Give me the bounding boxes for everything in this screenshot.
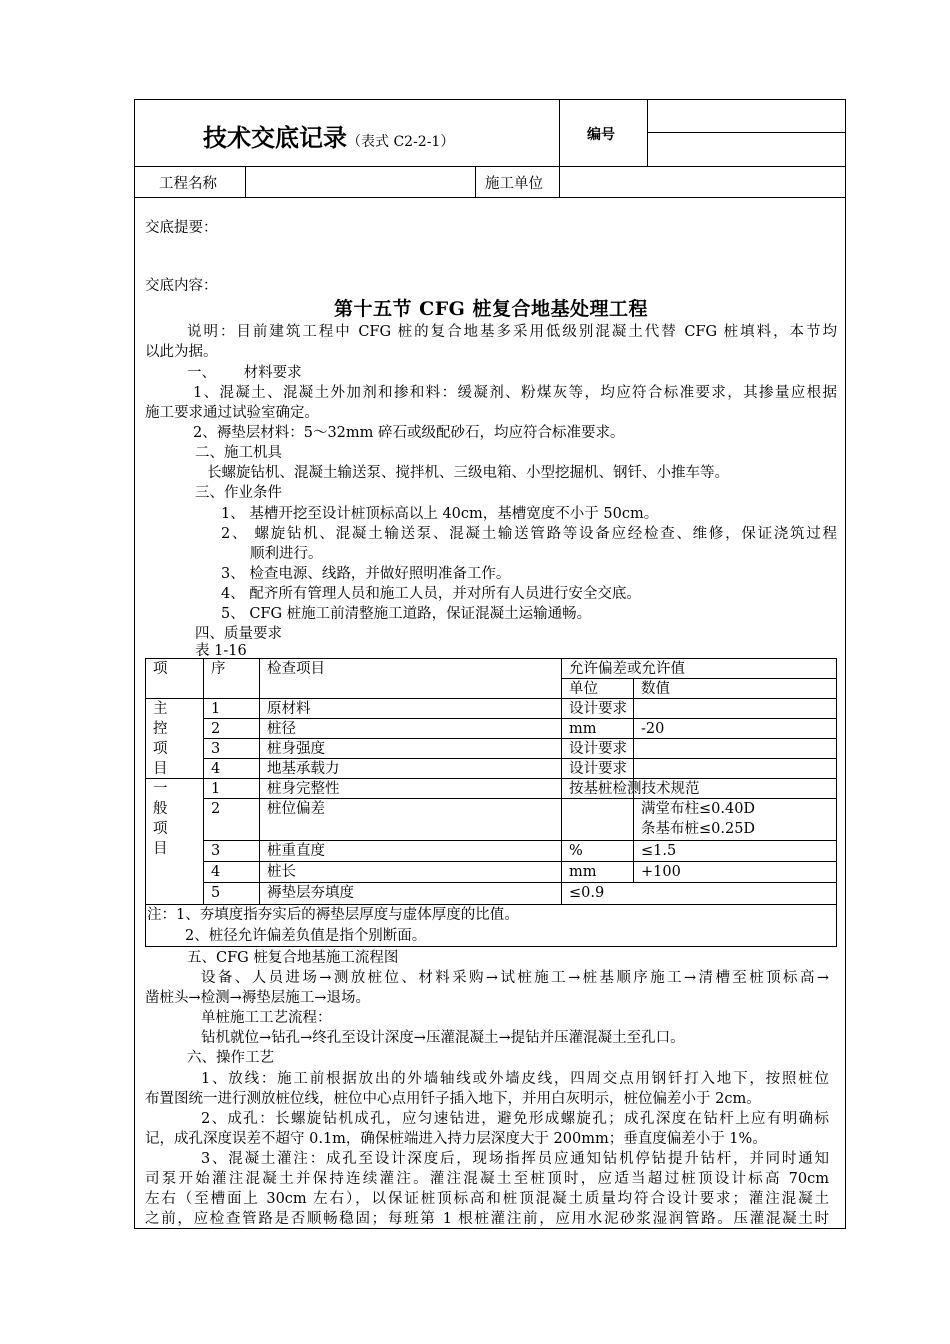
general-row-value-2: 条基布桩≤0.25D (641, 821, 756, 837)
single-pile-flow: 钻机就位→钻孔→终孔至设计深度→压灌混凝土→提钻并压灌混凝土至孔口。 (201, 1030, 685, 1046)
conditions-item-1: 1、 基槽开挖至设计桩顶标高以上 40cm，基槽宽度不小于 50cm。 (221, 506, 659, 522)
construction-unit-field[interactable] (560, 167, 846, 197)
table-line (203, 658, 204, 904)
technical-disclosure-form (134, 99, 846, 1229)
general-row-value: 满堂布柱≤0.40D (641, 801, 756, 817)
col-item-header: 项 (153, 661, 168, 677)
project-value-divider (475, 166, 476, 197)
conditions-item-5: 5、 CFG 桩施工前清整施工道路，保证混凝土运输通畅。 (221, 606, 592, 622)
process-p3-line-3: 左右（至槽面上 30cm 左右），以保证桩顶标高和桩顶混凝土质量均符合设计要求；灌注混凝土 (145, 1191, 829, 1207)
col-unit-header: 单位 (569, 681, 598, 697)
flow-heading: 五、CFG 桩复合地基施工流程图 (187, 950, 399, 966)
process-p2-line-2: 记，成孔深度误差不超守 0.1m，确保桩端进入持力层深度大于 200mm；垂直度偏差小于 1%。 (145, 1131, 767, 1147)
general-row-seq: 4 (211, 864, 221, 880)
group-main-char: 目 (153, 761, 168, 777)
project-name-field[interactable] (246, 167, 475, 197)
notes-border-left (145, 904, 146, 946)
form-code: （表式 C2-2-1） (347, 134, 455, 150)
quality-heading: 四、质量要求 (195, 626, 282, 642)
materials-item-1-line-2: 施工要求通过试验室确定。 (145, 405, 319, 421)
group-general-char: 目 (153, 841, 168, 857)
content-label: 交底内容： (145, 278, 218, 294)
main-row-value: -20 (641, 721, 665, 737)
general-row-item: 桩长 (267, 864, 296, 880)
materials-item-2: 2、褥垫层材料：5～32mm 碎石或级配砂石，均应符合标准要求。 (193, 425, 625, 441)
table-line (145, 698, 837, 699)
col-allow-header: 允许偏差或允许值 (569, 661, 685, 677)
form-title-text: 技术交底记录 (203, 124, 347, 152)
general-row-value: ≤1.5 (641, 843, 677, 859)
group-general-char: 一 (153, 781, 168, 797)
general-row-value: +100 (641, 864, 681, 880)
materials-item-1-line-1: 1、混凝土、混凝土外加剂和掺和料：缓凝剂、粉煤灰等，均应符合标准要求，其掺量应根据 (193, 385, 837, 401)
number-field-2[interactable] (647, 133, 846, 166)
process-p3-line-2: 司泵开始灌注混凝土并保持连续灌注。灌注混凝土至桩顶时，应适当超过桩顶设计标高 70cm (145, 1171, 829, 1187)
note-2: 2、桩径允许偏差负值是指个别断面。 (185, 928, 427, 944)
conditions-heading: 三、作业条件 (195, 485, 282, 501)
title-number-divider (559, 100, 560, 166)
table-line (145, 658, 837, 659)
summary-label: 交底提要： (145, 220, 218, 236)
flow-line-2: 凿桩头→检测→褥垫层施工→退场。 (145, 990, 370, 1006)
general-row-seq: 5 (211, 885, 221, 901)
general-row-seq: 1 (211, 781, 221, 797)
conditions-item-2-cont: 顺利进行。 (250, 546, 323, 562)
process-p2-line-1: 2、成孔：长螺旋钻机成孔，应匀速钻进，避免形成螺旋孔；成孔深度在钻杆上应有明确标 (201, 1111, 829, 1127)
main-row-unit: 设计要求 (569, 741, 627, 757)
general-row-unit: mm (569, 864, 597, 880)
project-row-divider (135, 197, 846, 198)
process-heading: 六、操作工艺 (187, 1050, 274, 1066)
process-p3-line-4: 之前，应检查管路是否顺畅稳固；每班第 1 根桩灌注前，应用水泥砂浆湿润管路。压灌混凝土时 (145, 1211, 829, 1227)
table-line (145, 658, 146, 904)
main-row-item: 桩身强度 (267, 741, 325, 757)
conditions-item-3: 3、 检查电源、线路，并做好照明准备工作。 (221, 566, 511, 582)
machines-heading: 二、施工机具 (195, 445, 282, 461)
note-1: 注：1、夯填度指夯实后的褥垫层厚度与虚体厚度的比值。 (147, 907, 519, 923)
materials-heading: 一、 材料要求 (187, 365, 302, 381)
group-main-char: 控 (153, 721, 168, 737)
number-field[interactable] (647, 100, 846, 132)
main-row-seq: 4 (211, 761, 221, 777)
general-row-item: 褥垫层夯填度 (267, 885, 354, 901)
group-main-char: 主 (153, 701, 168, 717)
main-row-unit: mm (569, 721, 597, 737)
group-general-char: 般 (153, 801, 168, 817)
group-general-char: 项 (153, 821, 168, 837)
main-row-unit: 设计要求 (569, 701, 627, 717)
general-row-unit: ≤0.9 (569, 885, 605, 901)
main-row-seq: 1 (211, 701, 221, 717)
quality-table (145, 658, 837, 905)
main-row-seq: 3 (211, 741, 221, 757)
number-label: 编号 (587, 127, 615, 143)
group-main-char: 项 (153, 741, 168, 757)
general-row-unit: % (569, 843, 583, 859)
intro-line-2: 以此为据。 (145, 344, 218, 360)
notes-border-right (836, 904, 837, 946)
intro-line-1: 说明：目前建筑工程中 CFG 桩的复合地基多采用低级别混凝土代替 CFG 桩填料，本节均 (187, 324, 837, 340)
main-row-item: 地基承载力 (267, 761, 340, 777)
form-title (203, 118, 454, 153)
main-row-seq: 2 (211, 721, 221, 737)
process-p1-line-2: 布置图统一进行测放桩位线，桩位中心点用钎子插入地下，并用白灰明示，桩位偏差小于 2cm。 (145, 1091, 761, 1107)
main-row-item: 桩径 (267, 721, 296, 737)
general-row-seq: 3 (211, 843, 221, 859)
table-line (203, 861, 837, 862)
notes-divider (145, 946, 837, 947)
table-line (836, 658, 837, 904)
construction-unit-label: 施工单位 (485, 176, 543, 192)
process-p3-line-1: 3、混凝土灌注：成孔至设计深度后，现场指挥员应通知钻机停钻提升钻杆，并同时通知 (201, 1151, 829, 1167)
col-seq-header: 序 (211, 661, 226, 677)
table-line (145, 778, 837, 779)
section-title: 第十五节 CFG 桩复合地基处理工程 (333, 298, 649, 320)
project-name-label: 工程名称 (159, 176, 217, 192)
table-line (561, 658, 562, 904)
single-pile-heading: 单桩施工工艺流程： (201, 1010, 332, 1026)
conditions-item-2: 2、 螺旋钻机、混凝土输送泵、混凝土输送管路等设备应经检查、维修，保证浇筑过程 (221, 526, 837, 542)
machines-text: 长螺旋钻机、混凝土输送泵、搅拌机、三级电箱、小型挖掘机、钢钎、小推车等。 (207, 465, 729, 481)
general-row-unit: 按基桩检测技术规范 (569, 781, 700, 797)
main-row-item: 原材料 (267, 701, 311, 717)
conditions-item-4: 4、 配齐所有管理人员和施工人员，并对所有人员进行安全交底。 (221, 586, 641, 602)
general-row-item: 桩位偏差 (267, 801, 325, 817)
flow-line-1: 设备、人员进场→测放桩位、材料采购→试桩施工→桩基顺序施工→清槽至桩顶标高→ (201, 970, 829, 986)
table-line (259, 658, 260, 904)
table-number: 表 1-16 (195, 643, 247, 659)
general-row-item: 桩身完整性 (267, 781, 340, 797)
process-p1-line-1: 1、放线：施工前根据放出的外墙轴线或外墙皮线，四周交点用钢钎打入地下，按照桩位 (201, 1071, 829, 1087)
general-row-seq: 2 (211, 801, 221, 817)
col-value-header: 数值 (641, 681, 670, 697)
main-row-unit: 设计要求 (569, 761, 627, 777)
col-check-header: 检查项目 (267, 661, 325, 677)
general-row-item: 桩重直度 (267, 843, 325, 859)
